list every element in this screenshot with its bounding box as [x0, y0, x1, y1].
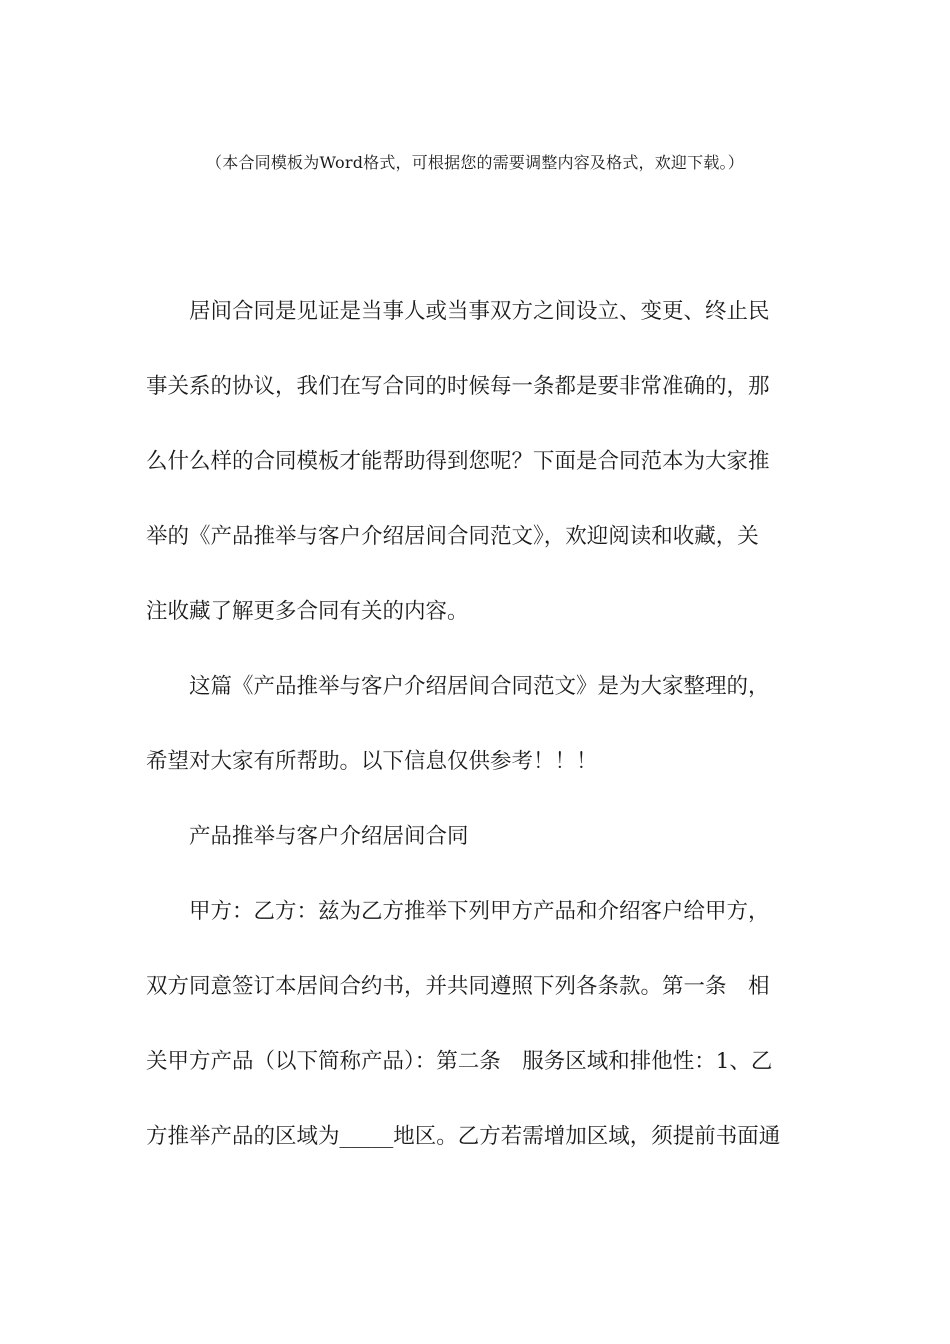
- paragraph-line: 希望对大家有所帮助。以下信息仅供参考！！！: [146, 749, 598, 774]
- paragraph-line: 事关系的协议，我们在写合同的时候每一条都是要非常准确的，那: [146, 374, 770, 399]
- contract-title: 产品推举与客户介绍居间合同: [189, 824, 469, 849]
- paragraph-line: 双方同意签订本居间合约书，并共同遵照下列各条款。第一条 相: [146, 974, 770, 999]
- paragraph-line: 举的《产品推举与客户介绍居间合同范文》，欢迎阅读和收藏，关: [146, 524, 759, 549]
- paragraph-line: 甲方：乙方：兹为乙方推举下列甲方产品和介绍客户给甲方，: [189, 899, 770, 924]
- paragraph-line: 么什么样的合同模板才能帮助得到您呢？下面是合同范本为大家推: [146, 449, 770, 474]
- contract-body: [146, 290, 810, 1190]
- paragraph-line: 居间合同是见证是当事人或当事双方之间设立、变更、终止民: [189, 299, 770, 324]
- paragraph-line: 关甲方产品（以下简称产品）：第二条 服务区域和排他性：1、乙: [146, 1049, 773, 1074]
- paragraph-line: 方推举产品的区域为_____地区。乙方若需增加区域，须提前书面通: [146, 1124, 781, 1149]
- paragraph-line: 这篇《产品推举与客户介绍居间合同范文》是为大家整理的，: [189, 674, 770, 699]
- paragraph-line: 注收藏了解更多合同有关的内容。: [146, 599, 469, 624]
- template-note: （本合同模板为Word格式，可根据您的需要调整内容及格式，欢迎下载。）: [206, 153, 744, 172]
